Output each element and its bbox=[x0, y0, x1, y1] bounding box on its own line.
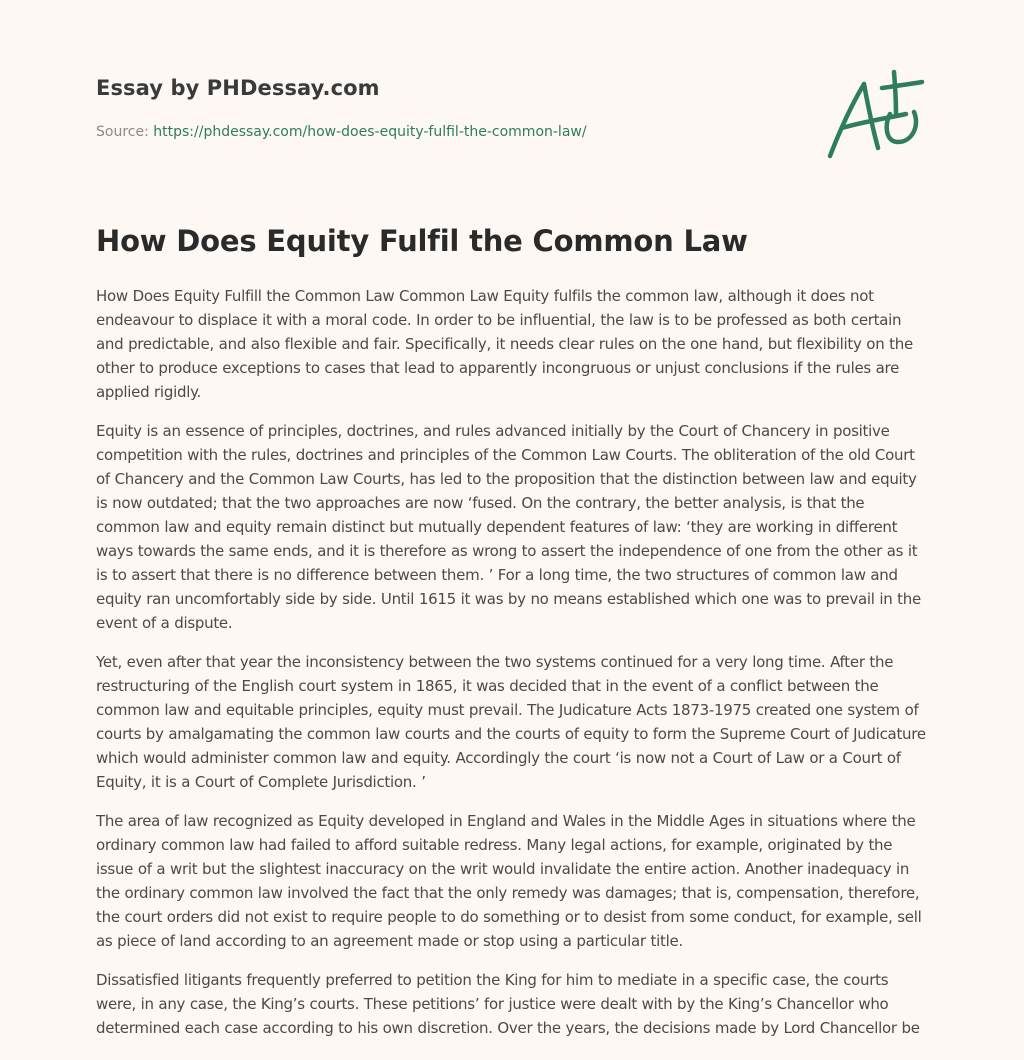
a-plus-logo-icon bbox=[822, 68, 926, 164]
essay-body bbox=[96, 284, 932, 1055]
essay-paragraph: Yet, even after that year the inconsistency between the two systems continued for a very long time. After the restructuring of the English court system in 1865, it was decided that in the event of a conflict between the common law and equitable principles, equity must prevail. The Judicature Acts 1873-1975 created one system of courts by amalgamating the common law courts and the courts of equity to form the Supreme Court of Judicature which would administer common law and equity. Accordingly the court ‘is now not a Court of Law or a Court of Equity, it is a Court of Complete Jurisdiction. ’ bbox=[96, 653, 926, 791]
source-label: Source: bbox=[96, 124, 149, 140]
source-link[interactable]: https://phdessay.com/how-does-equity-fulfil-the-common-law/ bbox=[153, 124, 587, 140]
essay-paragraph: Equity is an essence of principles, doctrines, and rules advanced initially by the Court of Chancery in positive competition with the rules, doctrines and principles of the Common Law Courts. The obliteration of the old Court of Chancery and the Common Law Courts, has led to the proposition that the distinction between law and equity is now outdated; that the two approaches are now ‘fused. On the contrary, the better analysis, is that the common law and equity remain distinct but mutually dependent features of law: ‘they are working in different ways towards the same ends, and it is therefore as wrong to assert the independence of one from the other as it is to assert that there is no difference between them. ’ For a long time, the two structures of common law and equity ran uncomfortably side by side. Until 1615 it was by no means established which one was to prevail in the event of a dispute. bbox=[96, 422, 921, 632]
essay-paragraph: Dissatisfied litigants frequently preferred to petition the King for him to mediate in a specific case, the courts were, in any case, the King’s courts. These petitions’ for justice were dealt with by the King’s Chancellor who determined each case according to his own discretion. Over the years, the decisions made by Lord Chancellor be bbox=[96, 971, 920, 1037]
essay-paragraph: The area of law recognized as Equity developed in England and Wales in the Middle Ages in situations where the ordinary common law had failed to afford suitable redress. Many legal actions, for example, originated by the issue of a writ but the slightest inaccuracy on the writ would invalidate the entire action. Another inadequacy in the ordinary common law involved the fact that the only remedy was damages; that is, compensation, therefore, the court orders did not exist to require people to do something or to desist from some conduct, for example, sell as piece of land according to an agreement made or stop using a particular title. bbox=[96, 812, 922, 950]
essay-paragraph: How Does Equity Fulfill the Common Law Common Law Equity fulfils the common law, although it does not endeavour to displace it with a moral code. In order to be influential, the law is to be professed as both certain and predictable, and also flexible and fair. Specifically, it needs clear rules on the one hand, but flexibility on the other to produce exceptions to cases that lead to apparently incongruous or unjust conclusions if the rules are applied rigidly. bbox=[96, 287, 913, 401]
source-line bbox=[96, 124, 587, 140]
essay-title: How Does Equity Fulfil the Common Law bbox=[96, 224, 748, 258]
site-title: Essay by PHDessay.com bbox=[96, 76, 380, 100]
